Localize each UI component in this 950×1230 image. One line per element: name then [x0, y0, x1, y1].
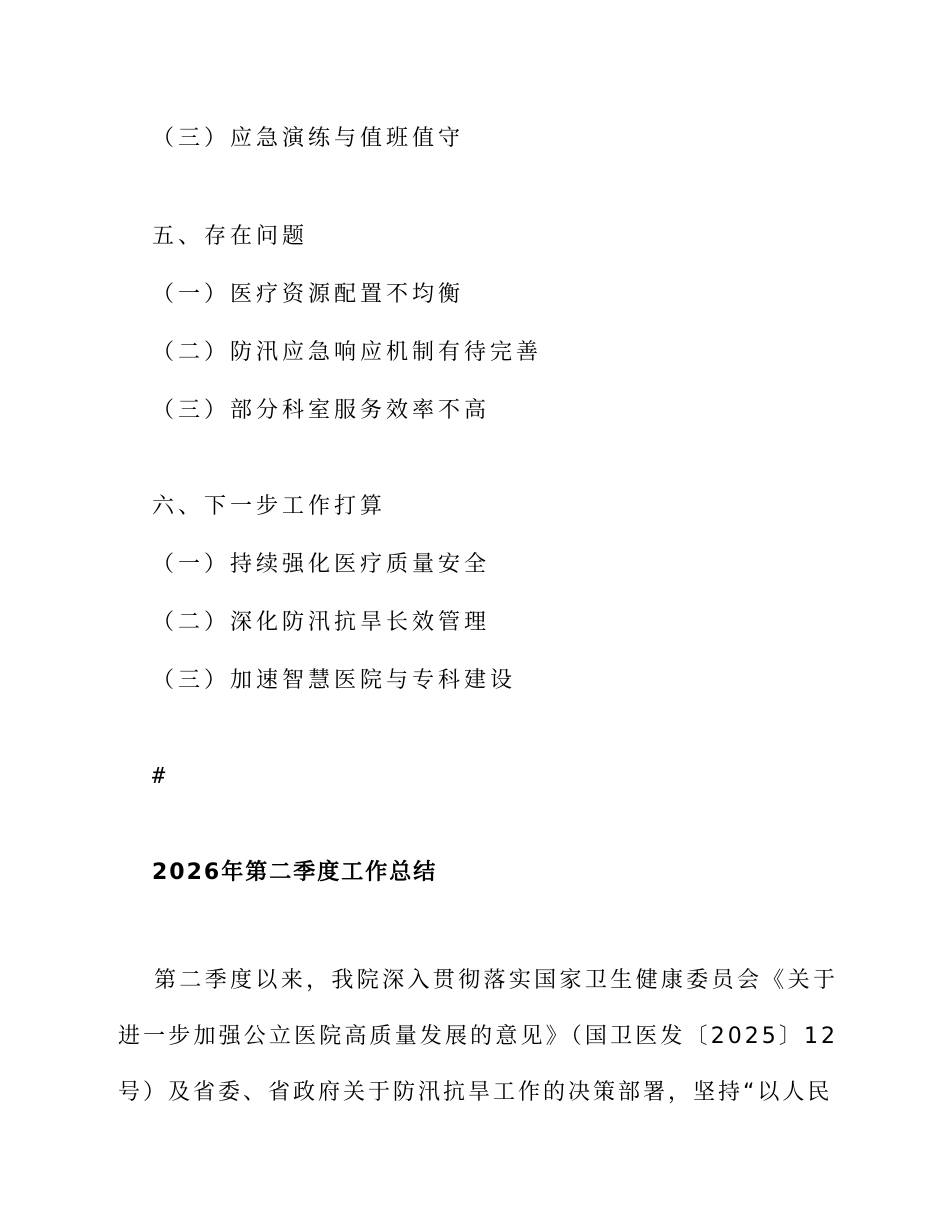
body-paragraph: 第二季度以来，我院深入贯彻落实国家卫生健康委员会《关于进一步加强公立医院高质量发展的意见》（国卫医发〔2025〕12号）及省委、省政府关于防汛抗旱工作的决策部署，坚持“以人民: [118, 968, 838, 1105]
separator-mark: #: [152, 764, 166, 789]
section-5-item-3: （三）部分科室服务效率不高: [152, 398, 491, 423]
section-6-item-3: （三）加速智慧医院与专科建设: [152, 668, 517, 693]
section-5-item-1: （一）医疗资源配置不均衡: [152, 282, 465, 307]
section-4-item-3: （三）应急演练与值班值守: [152, 126, 465, 151]
section-5-item-2: （二）防汛应急响应机制有待完善: [152, 340, 543, 365]
document-title: 2026年第二季度工作总结: [152, 860, 438, 885]
section-5-heading: 五、存在问题: [152, 224, 309, 249]
section-6-heading: 六、下一步工作打算: [152, 494, 387, 519]
section-6-item-2: （二）深化防汛抗旱长效管理: [152, 610, 491, 635]
section-6-item-1: （一）持续强化医疗质量安全: [152, 552, 491, 577]
